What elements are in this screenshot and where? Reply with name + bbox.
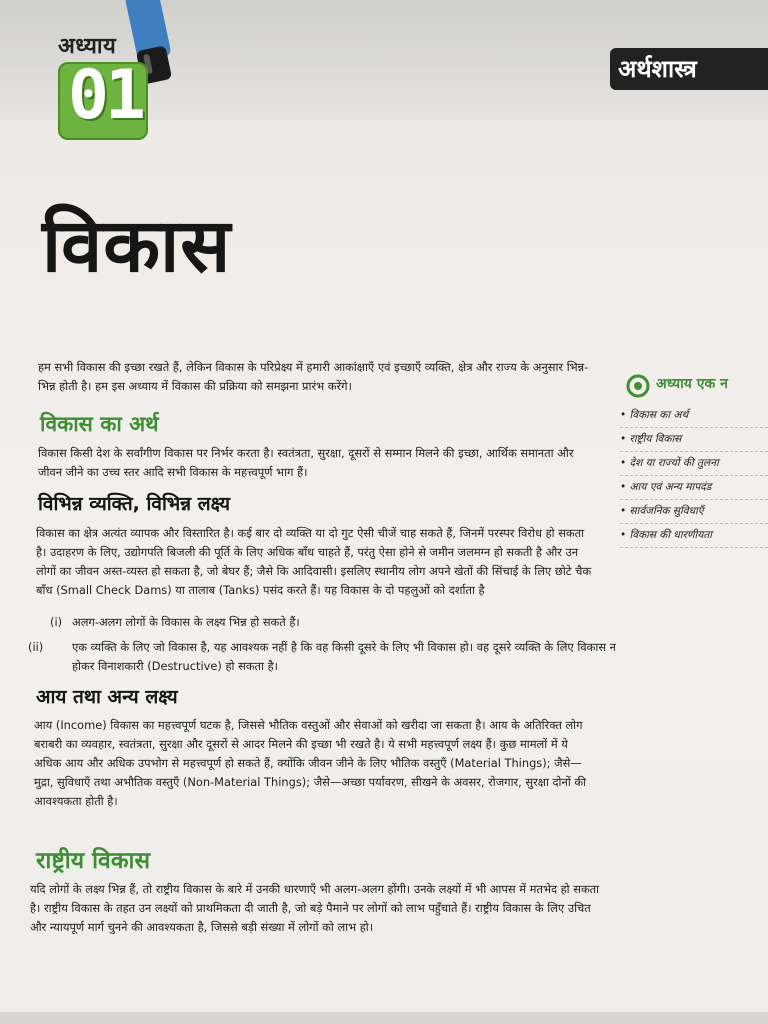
section-body-meaning: विकास किसी देश के सर्वांगीण विकास पर निर्भर करता है। स्वतंत्रता, सुरक्षा, दूसरों से सम्मान मिलने की इच्छा, आर्थिक समानता और जीवन जीने का उच्च स्तर आदि सभी विकास के महत्त्वपूर्ण भाग हैं। [38, 446, 574, 479]
sidebar-item-label: विकास का अर्थ [629, 409, 689, 421]
list-item-text: अलग-अलग लोगों के विकास के लक्ष्य भिन्न हो सकते हैं। [72, 615, 300, 629]
sidebar-item: • आय एवं अन्य मापदंड [620, 476, 768, 500]
section-body-different-goals: विकास का क्षेत्र अत्यंत व्यापक और विस्तारित है। कई बार दो व्यक्ति या दो गुट ऐसी चीजें चाह सकते हैं, जिनमें परस्पर विरोध हो सकता है। उदाहरण के लिए, उद्योगपति बिजली की पूर्ति के लिए अधिक बाँध चाहते हैं, परंतु ऐसा होने से जमीन जलमग्न हो सकती है और उन लोगों का जीवन अस्त-व्यस्त हो सकता है, जो बेघर हैं; जैसे कि आदिवासी। इसलिए स्थानीय लोग अपने खेतों की सिंचाई के लिए छोटे चैक बाँध (Small Check Dams) या तालाब (Tanks) पसंद करते हैं। यह विकास के दो पहलुओं को दर्शाता है [36, 526, 592, 597]
page-bottom-edge [0, 1012, 768, 1024]
sidebar-topic-list [620, 404, 768, 548]
intro-paragraph: हम सभी विकास की इच्छा रखते हैं, लेकिन विकास के परिप्रेक्ष्य में हमारी आकांक्षाएँ एवं इच्छाएँ व्यक्ति, क्षेत्र और राज्य के अनुसार भिन्न-भिन्न होती है। हम इस अध्याय में विकास की प्रक्रिया को समझना प्रारंभ करेंगे। [38, 360, 589, 393]
sidebar-item-label: विकास की धारणीयता [629, 529, 713, 541]
section-heading-meaning: विकास का अर्थ [40, 412, 159, 436]
sidebar-item: • सार्वजनिक सुविधाएँ [620, 500, 768, 524]
subject-label: अर्थशास्त्र [618, 55, 697, 83]
sidebar-item: • राष्ट्रीय विकास [620, 428, 768, 452]
sidebar-item-label: सार्वजनिक सुविधाएँ [629, 505, 704, 517]
chapter-number: 01 [68, 56, 142, 135]
section-body-income: आय (Income) विकास का महत्त्वपूर्ण घटक है, जिससे भौतिक वस्तुओं और सेवाओं को खरीदा जा सकता है। आय के अतिरिक्त लोग बराबरी का व्यवहार, स्वतंत्रता, सुरक्षा और दूसरों से आदर मिलने की इच्छा भी रखते है। ये सभी महत्त्वपूर्ण लक्ष्य हैं। कुछ मामलों में ये अधिक आय और अधिक उपभोग से महत्त्वपूर्ण हो सकते हैं, क्योंकि जीवन जीने के लिए भौतिक वस्तुएँ (Material Things); जैसे—मुद्रा, सुविधाएँ तथा अभौतिक वस्तुएँ (Non-Material Things); जैसे—अच्छा पर्यावरण, सीखने के अवसर, रोजगार, सुरक्षा दोनों की आवश्यकता होती है। [34, 718, 587, 808]
section-body-national: यदि लोगों के लक्ष्य भिन्न हैं, तो राष्ट्रीय विकास के बारे में उनकी धारणाएँ भी अलग-अलग होंगी। उनके लक्ष्यों में भी आपस में मतभेद हो सकता है। राष्ट्रीय विकास के तहत उन लक्ष्यों को प्राथमिकता दी जाती है, जो बड़े पैमाने पर लोगों को लाभ पहुँचाते हैं। राष्ट्रीय विकास के लिए उचित और न्यायपूर्ण मार्ग चुनने की आवश्यकता है, जिससे बड़ी संख्या में लोगों को लाभ हो। [30, 882, 600, 934]
sidebar-item: • देश या राज्यों की तुलना [620, 452, 768, 476]
chapter-word: अध्याय [58, 34, 117, 59]
page-title: विकास [42, 203, 232, 289]
section-heading-income: आय तथा अन्य लक्ष्य [36, 686, 178, 708]
chapter-overview-icon [626, 374, 650, 398]
list-item-number: (ii) [28, 640, 44, 654]
sidebar-item-label: देश या राज्यों की तुलना [629, 457, 719, 469]
sidebar-heading: अध्याय एक न [656, 376, 728, 392]
sidebar-item-label: आय एवं अन्य मापदंड [629, 481, 712, 493]
list-item-text: एक व्यक्ति के लिए जो विकास है, यह आवश्यक नहीं है कि वह किसी दूसरे के लिए भी विकास हो। वह दूसरे व्यक्ति के लिए विकास न होकर विनाशकारी (Destructive) हो सकता है। [72, 640, 616, 673]
sidebar-item: • विकास का अर्थ [620, 404, 768, 428]
section-heading-different-goals: विभिन्न व्यक्ति, विभिन्न लक्ष्य [38, 493, 231, 515]
sidebar-item-label: राष्ट्रीय विकास [629, 433, 682, 445]
sidebar-item: • विकास की धारणीयता [620, 524, 768, 548]
list-item-number: (i) [50, 615, 63, 629]
list-item [50, 613, 590, 632]
section-heading-national: राष्ट्रीय विकास [36, 848, 151, 874]
list-item [28, 638, 620, 676]
